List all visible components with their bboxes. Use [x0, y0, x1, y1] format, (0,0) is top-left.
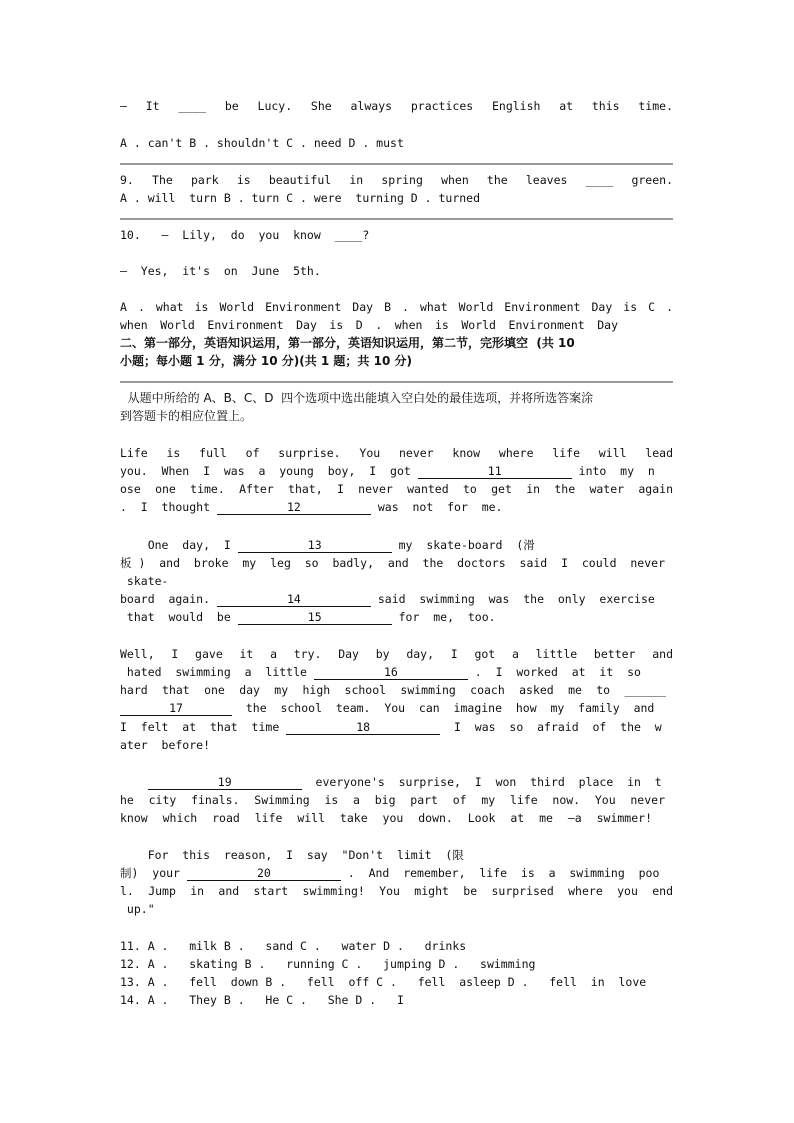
question-10-reply: — Yes, it's on June 5th. — [120, 264, 321, 278]
choices-question-14: 14. A . They B . He C . She D . I — [120, 993, 404, 1007]
choices-question-13: 13. A . fell down B . fell off C . fell asleep D . fell in love — [120, 975, 647, 989]
divider — [120, 381, 673, 383]
passage-p4-line3: know which road life will take you down. Look at me —a swimmer! — [120, 811, 652, 825]
answer-blank-19[interactable]: 19 — [148, 775, 302, 790]
question-9-stem: 9. The park is beautiful in spring when the leaves ____ green. — [120, 173, 673, 187]
passage-p3-line6: ater before! — [120, 738, 211, 752]
passage-p1-line3: ose one time. After that, I never wanted to get in the water again — [120, 482, 673, 496]
passage-p5-line3: l. Jump in and start swimming! You might be surprised where you end — [120, 884, 673, 898]
passage-p2-line5: that would be 15 for me, too. — [120, 610, 496, 624]
answer-blank-16[interactable]: 16 — [314, 665, 468, 680]
passage-p2-line2: 板) and broke my leg so badly, and the doctors said I could never — [120, 556, 665, 570]
question-9-options: A . will turn B . turn C . were turning D . turned — [120, 191, 481, 205]
passage-p3-line4: 17 the school team. You can imagine how my family and — [120, 699, 673, 717]
passage-p4-line1: 19 everyone's surprise, I won third place in t — [120, 773, 673, 791]
answer-blank-13[interactable]: 13 — [238, 538, 392, 553]
passage-p5-line2: 制) your 20 . And remember, life is a swimming poo — [120, 866, 660, 880]
choices-question-12: 12. A . skating B . running C . jumping D . swimming — [120, 957, 536, 971]
passage-p1-line2: you. When I was a young boy, I got 11 into my n — [120, 464, 655, 478]
passage-p4-line2: he city finals. Swimming is a big part of my life now. You never — [120, 793, 665, 807]
answer-blank-18[interactable]: 18 — [286, 720, 440, 735]
section-2-instruction-line2: 到答题卡的相应位置上。 — [120, 409, 253, 423]
answer-blank-17[interactable]: 17 — [120, 701, 232, 716]
question-8-stem: — It ____ be Lucy. She always practices English at this time. — [120, 99, 673, 113]
answer-blank-14[interactable]: 14 — [217, 592, 371, 607]
section-2-title-line1: 二、第一部分，英语知识运用，第一部分，英语知识运用，第二节，完形填空 (共 10 — [120, 336, 575, 350]
passage-p5-line4: up." — [120, 902, 155, 916]
section-2-instruction-line1: 从题中所给的 A、B、C、D 四个选项中选出能填入空白处的最佳选项，并将所选答案涂 — [120, 391, 594, 405]
section-2-title-line2: 小题；每小题 1 分，满分 10 分)(共 1 题；共 10 分) — [120, 354, 412, 368]
divider — [120, 163, 673, 165]
passage-p3-line5: I felt at that time 18 I was so afraid of the w — [120, 720, 662, 734]
passage-p3-line2: hated swimming a little 16 . I worked at it so — [120, 665, 641, 679]
answer-blank-11[interactable]: 11 — [418, 464, 572, 479]
question-10-options-line1: A . what is World Environment Day B . what World Environment Day is C . — [120, 300, 673, 314]
passage-p1-line1: Life is full of surprise. You never know where life will lead — [120, 446, 673, 460]
question-10-options-line2: when World Environment Day is D . when is World Environment Day — [120, 318, 618, 332]
divider — [120, 218, 673, 220]
question-8-options: A . can't B . shouldn't C . need D . must — [120, 136, 404, 150]
passage-p2-line1: One day, I 13 my skate-board (滑 — [120, 538, 535, 552]
passage-p1-line4: . I thought 12 was not for me. — [120, 500, 503, 514]
question-10-stem: 10. — Lily, do you know ____? — [120, 228, 370, 242]
passage-p3-line3: hard that one day my high school swimming coach asked me to ______ — [120, 683, 666, 697]
answer-blank-15[interactable]: 15 — [238, 610, 392, 625]
passage-p5-line1: For this reason, I say "Don't limit (限 — [120, 848, 464, 862]
passage-p2-line3: skate- — [120, 574, 169, 588]
passage-p2-line4: board again. 14 said swimming was the only exercise — [120, 592, 655, 606]
choices-question-11: 11. A . milk B . sand C . water D . drinks — [120, 939, 467, 953]
passage-p3-line1: Well, I gave it a try. Day by day, I got a little better and — [120, 647, 673, 661]
answer-blank-20[interactable]: 20 — [187, 866, 341, 881]
answer-blank-12[interactable]: 12 — [217, 500, 371, 515]
